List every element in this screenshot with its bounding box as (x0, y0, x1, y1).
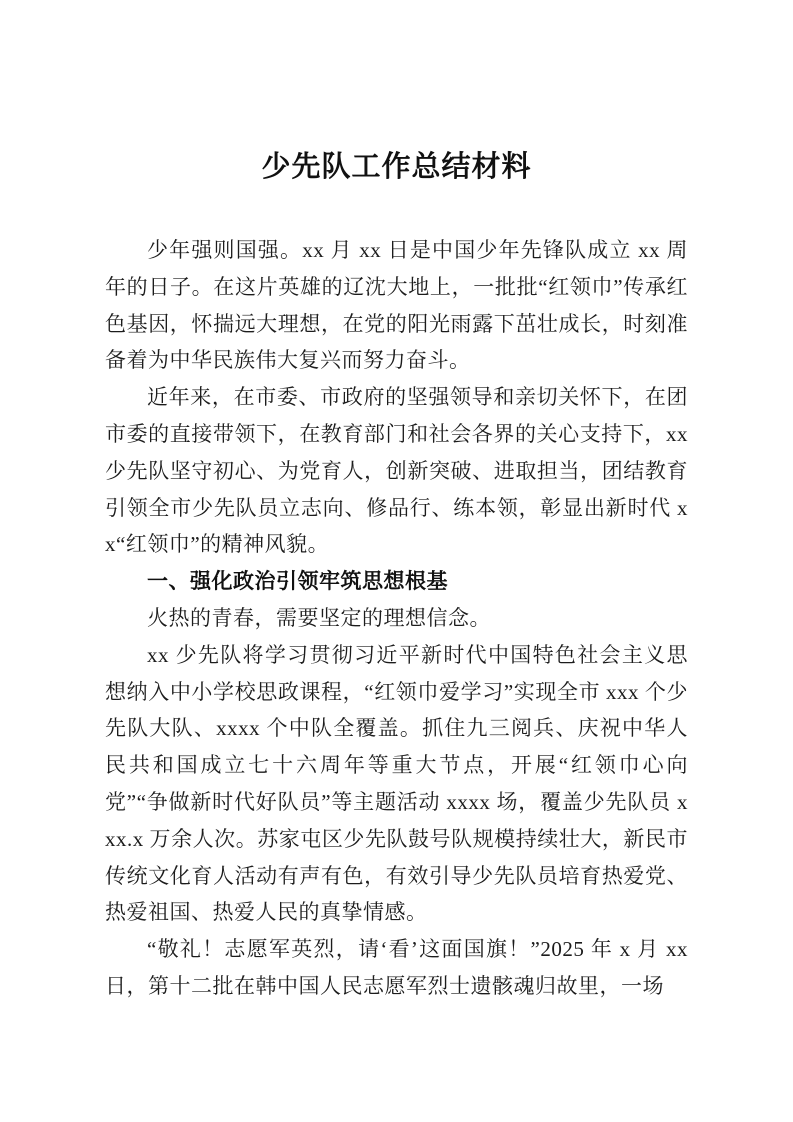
section-heading-1: 一、强化政治引领牢筑思想根基 (147, 569, 448, 594)
paragraph-intro: 少年强则国强。xx 月 xx 日是中国少年先锋队成立 xx 周年的日子。在这片英雄的辽沈大地上，一批批“红领巾”传承红色基因，怀揣远大理想，在党的阳光雨露下茁壮成长，时刻准备着为中华民族伟大复兴而努力奋斗。 (105, 238, 688, 373)
paragraph-lead: 火热的青春，需要坚定的理想信念。 (147, 605, 491, 630)
paragraph-salute: “敬礼！志愿军英烈，请‘看’这面国旗！”2025 年 x 月 xx 日，第十二批在韩中国人民志愿军烈士遗骸魂归故里，一场 (105, 937, 688, 998)
document-title: 少先队工作总结材料 (261, 151, 532, 183)
paragraph-education: xx 少先队将学习贯彻习近平新时代中国特色社会主义思想纳入中小学校思政课程，“红领巾爱学习”实现全市 xxx 个少先队大队、xxxx 个中队全覆盖。抓住九三阅兵、庆祝中华人民共和国成立七十六周年等重大节点，开展“红领巾心向党”“争做新时代好队员”等主题活动 xxxx 场，覆盖少先队员 xxx.x 万余人次。苏家屯区少先队鼓号队规模持续壮大，新民市传统文化育人活动有声有色，有效引导少先队员培育热爱党、热爱祖国、热爱人民的真挚情感。 (105, 642, 688, 925)
paragraph-overview: 近年来，在市委、市政府的坚强领导和亲切关怀下，在团市委的直接带领下，在教育部门和社会各界的关心支持下，xx 少先队坚守初心、为党育人，创新突破、进取担当，团结教育引领全市少先队员立志向、修品行、练本领，彰显出新时代 xx“红领巾”的精神风貌。 (105, 385, 688, 557)
